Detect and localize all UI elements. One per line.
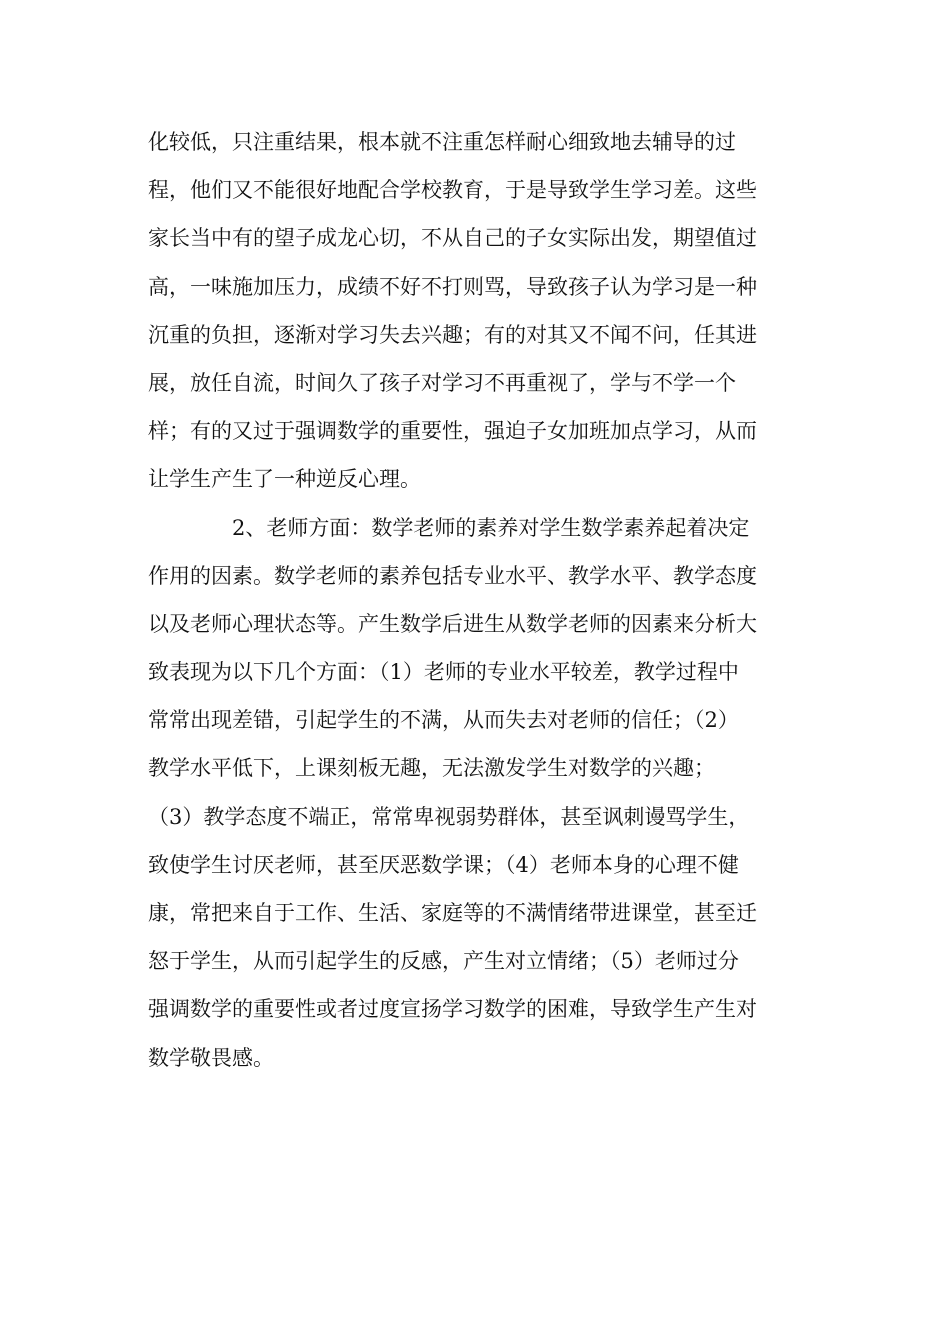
text-line: 展，放任自流，时间久了孩子对学习不再重视了，学与不学一个 (148, 370, 736, 395)
section-heading-line: 2、老师方面：数学老师的素养对学生数学素养起着决定 (232, 515, 750, 540)
text-line: 家长当中有的望子成龙心切，不从自己的子女实际出发，期望值过 (148, 226, 757, 251)
text-line: 数学敬畏感。 (148, 1045, 274, 1070)
body-text (148, 118, 808, 1082)
text-line: 高，一味施加压力，成绩不好不打则骂，导致孩子认为学习是一种 (148, 274, 757, 299)
text-line: 常常出现差错，引起学生的不满，从而失去对老师的信任；（2） (148, 708, 739, 733)
text-line: （3）教学态度不端正，常常卑视弱势群体，甚至讽刺谩骂学生， (148, 804, 750, 829)
paragraph-teacher-factors (148, 504, 808, 1082)
text-line: 怒于学生，从而引起学生的反感，产生对立情绪；（5）老师过分 (148, 949, 739, 974)
text-line: 作用的因素。数学老师的素养包括专业水平、教学水平、教学态度 (148, 563, 757, 588)
text-line: 以及老师心理状态等。产生数学后进生从数学老师的因素来分析大 (148, 611, 757, 636)
text-line: 化较低，只注重结果，根本就不注重怎样耐心细致地去辅导的过 (148, 130, 736, 154)
text-line: 沉重的负担，逐渐对学习失去兴趣；有的对其又不闻不问，任其进 (148, 322, 757, 347)
text-line: 致表现为以下几个方面：（1）老师的专业水平较差，教学过程中 (148, 660, 739, 685)
text-line: 致使学生讨厌老师，甚至厌恶数学课；（4）老师本身的心理不健 (148, 852, 739, 877)
text-line: 康，常把来自于工作、生活、家庭等的不满情绪带进课堂，甚至迁 (148, 901, 757, 925)
text-line: 教学水平低下，上课刻板无趣，无法激发学生对数学的兴趣； (148, 756, 715, 781)
text-line: 程，他们又不能很好地配合学校教育，于是导致学生学习差。这些 (148, 178, 757, 203)
text-line: 让学生产生了一种逆反心理。 (148, 467, 421, 492)
paragraph-parent-factors (148, 118, 808, 504)
text-line: 强调数学的重要性或者过度宣扬学习数学的困难，导致学生产生对 (148, 997, 757, 1022)
text-line: 样；有的又过于强调数学的重要性，强迫子女加班加点学习，从而 (148, 419, 757, 444)
